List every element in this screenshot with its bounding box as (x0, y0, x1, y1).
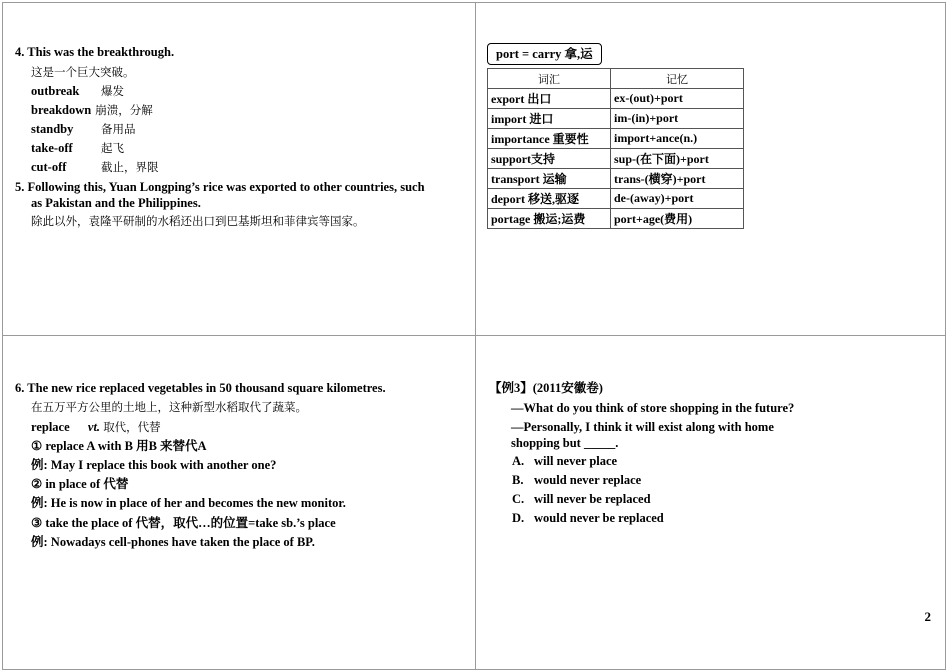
example-title: 【例3】(2011安徽卷) (489, 381, 603, 395)
word-cell: deport 移送,驱逐 (488, 189, 611, 209)
dialogue-line-3: shopping but _____. (511, 436, 619, 450)
memo-cell: ex-(out)+port (611, 89, 744, 109)
word-cell: importance 重要性 (488, 129, 611, 149)
table-row (488, 129, 744, 149)
memo-cell: trans-(横穿)+port (611, 169, 744, 189)
item4-translation: 这是一个巨大突破。 (31, 65, 135, 79)
panel-bottom-right (475, 335, 946, 670)
vocab-zh: 截止，界限 (101, 160, 159, 174)
item5-translation: 除此以外，袁隆平研制的水稻还出口到巴基斯坦和菲律宾等国家。 (31, 214, 365, 228)
item6-title: 6. The new rice replaced vegetables in 50 thousand square kilometres. (15, 381, 386, 395)
option-a (512, 454, 617, 469)
option-letter: B. (512, 473, 524, 487)
word-cell: support支持 (488, 149, 611, 169)
item5-line2: as Pakistan and the Philippines. (31, 196, 201, 210)
vocab-zh: 起飞 (101, 141, 124, 155)
vocab-en: breakdown (31, 103, 92, 117)
usage-2: ② in place of 代替 (31, 477, 129, 491)
example-2: 例: He is now in place of her and becomes the new monitor. (31, 496, 346, 510)
option-letter: D. (512, 511, 525, 525)
vocab-item (31, 101, 153, 120)
option-letter: A. (512, 454, 525, 468)
dialogue-line-2: —Personally, I think it will exist along with home (511, 420, 774, 434)
option-text: would never replace (534, 473, 642, 487)
table-header-row (488, 69, 744, 89)
word-cell: portage 搬运;运费 (488, 209, 611, 229)
word-cell: transport 运输 (488, 169, 611, 189)
item5-line1: 5. Following this, Yuan Longping’s rice was exported to other countries, such (15, 180, 425, 194)
column-header: 词汇 (488, 69, 611, 89)
page-number: 2 (924, 609, 931, 624)
option-text: would never be replaced (534, 511, 664, 525)
vocab-en: cut-off (31, 160, 67, 174)
vocab-zh: 爆发 (101, 84, 124, 98)
panel-bottom-left (2, 335, 476, 670)
column-header: 记忆 (611, 69, 744, 89)
option-letter: C. (512, 492, 525, 506)
vocab-en: standby (31, 122, 74, 136)
table-row (488, 169, 744, 189)
example-3: 例: Nowadays cell-phones have taken the place of BP. (31, 535, 315, 549)
root-heading: port = carry 拿,运 (487, 43, 602, 65)
option-d (512, 511, 664, 526)
item4-title: 4. This was the breakthrough. (15, 45, 175, 59)
part-of-speech: vt. (87, 420, 101, 434)
vocab-item (31, 120, 136, 139)
vocab-item (31, 139, 124, 158)
vocab-zh: 备用品 (101, 122, 136, 136)
example-1: 例: May I replace this book with another one? (31, 458, 277, 472)
panel-top-right (475, 2, 946, 336)
word-cell: import 进口 (488, 109, 611, 129)
memo-cell: de-(away)+port (611, 189, 744, 209)
usage-3: ③ take the place of 代替，取代…的位置=take sb.’s place (31, 516, 336, 530)
vocab-en: outbreak (31, 84, 80, 98)
vocab-item (31, 82, 124, 101)
panel-top-left (2, 2, 476, 336)
table-row (488, 89, 744, 109)
usage-1: ① replace A with B 用B 来替代A (31, 439, 207, 453)
memo-cell: import+ance(n.) (611, 129, 744, 149)
replace-entry (31, 418, 161, 437)
dialogue-line-1: —What do you think of store shopping in the future? (511, 401, 795, 415)
table-row (488, 149, 744, 169)
replace-meaning: 取代，代替 (103, 420, 161, 434)
option-c (512, 492, 651, 507)
vocab-en: take-off (31, 141, 73, 155)
vocab-zh: 崩溃，分解 (95, 103, 153, 117)
option-text: will never place (534, 454, 618, 468)
vocab-item (31, 158, 159, 177)
item6-translation: 在五万平方公里的土地上，这种新型水稻取代了蔬菜。 (31, 400, 307, 414)
table-row (488, 109, 744, 129)
table-row (488, 209, 744, 229)
replace-word: replace (31, 420, 70, 434)
table-row (488, 189, 744, 209)
option-text: will never be replaced (534, 492, 651, 506)
memo-cell: im-(in)+port (611, 109, 744, 129)
word-cell: export 出口 (488, 89, 611, 109)
memo-cell: sup-(在下面)+port (611, 149, 744, 169)
memo-cell: port+age(费用) (611, 209, 744, 229)
word-root-table (487, 68, 744, 229)
option-b (512, 473, 641, 488)
